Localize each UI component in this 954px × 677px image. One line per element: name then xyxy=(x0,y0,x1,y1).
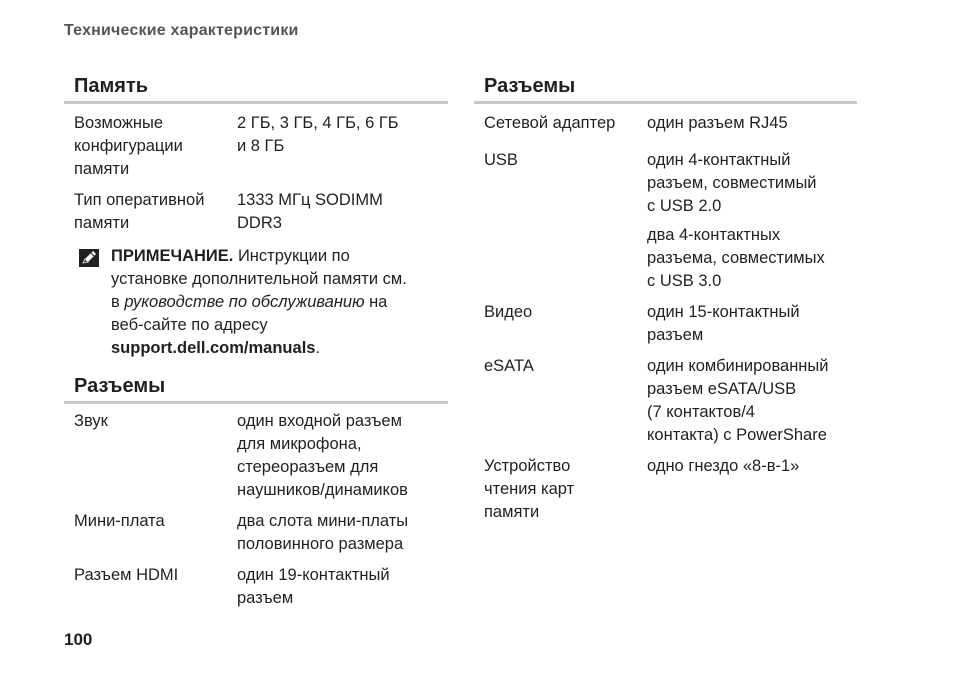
left-column xyxy=(64,74,448,610)
row-value: один 4-контактный разъем, совместимый с USB 2.0 xyxy=(647,151,817,215)
row-value: один 19-контактный разъем xyxy=(237,566,390,607)
memory-section-title: Память xyxy=(64,74,448,104)
connectors-row-usb3 xyxy=(474,224,857,293)
page-number: 100 xyxy=(64,630,93,649)
row-key: Звук xyxy=(74,412,108,430)
connectors-right-section-title: Разъемы xyxy=(474,74,857,104)
service-manual-ref: руководстве по обслуживанию xyxy=(124,293,365,311)
note-text: ПРИМЕЧАНИЕ. Инструкции по установке дополнительной памяти см. в руководстве по обслуживанию на веб-сайте по адресу support.dell.com/manuals. xyxy=(111,247,407,357)
row-value: 1333 МГц SODIMM DDR3 xyxy=(237,191,383,232)
connectors-row-network xyxy=(474,112,857,135)
connectors-row-card-reader xyxy=(474,455,857,524)
support-link[interactable]: support.dell.com/manuals xyxy=(111,339,316,357)
row-value: один разъем RJ45 xyxy=(647,114,788,132)
connectors-row-usb2 xyxy=(474,149,857,218)
row-value: два слота мини-платы половинного размера xyxy=(237,512,409,553)
row-key: eSATA xyxy=(484,357,534,375)
connectors-row-video xyxy=(474,301,857,347)
connectors-row-hdmi xyxy=(64,564,448,610)
row-value: один комбинированный разъем eSATA/USB (7 контактов/4 контакта) с PowerShare xyxy=(647,357,829,444)
row-key: Видео xyxy=(484,303,533,321)
page-header: Технические характеристики xyxy=(64,22,299,39)
row-key: Мини-плата xyxy=(74,512,165,530)
row-value: один входной разъем для микрофона, стереоразъем для наушников/динамиков xyxy=(237,412,408,499)
memory-row-type xyxy=(64,189,448,235)
note-label: ПРИМЕЧАНИЕ. xyxy=(111,247,234,265)
row-key: USB xyxy=(484,151,518,169)
row-key: Разъем HDMI xyxy=(74,566,179,584)
row-key: Возможные конфигурации памяти xyxy=(74,114,183,178)
row-value: один 15-контактный разъем xyxy=(647,303,800,344)
row-value: 2 ГБ, 3 ГБ, 4 ГБ, 6 ГБ и 8 ГБ xyxy=(237,114,399,155)
row-value: одно гнездо «8-в-1» xyxy=(647,457,800,475)
right-column xyxy=(474,74,857,524)
row-key xyxy=(474,224,647,293)
connectors-left-section-title: Разъемы xyxy=(64,374,448,404)
connectors-row-esata xyxy=(474,355,857,447)
connectors-row-minicard xyxy=(64,510,448,556)
row-key: Устройство чтения карт памяти xyxy=(484,457,575,521)
memory-note xyxy=(64,245,448,360)
memory-row-configurations xyxy=(64,112,448,181)
pencil-note-icon xyxy=(79,249,99,267)
row-key: Сетевой адаптер xyxy=(484,114,616,132)
row-key: Тип оперативной памяти xyxy=(74,191,205,232)
row-value: два 4-контактных разъема, совместимых с USB 3.0 xyxy=(647,226,825,290)
connectors-row-audio xyxy=(64,410,448,502)
